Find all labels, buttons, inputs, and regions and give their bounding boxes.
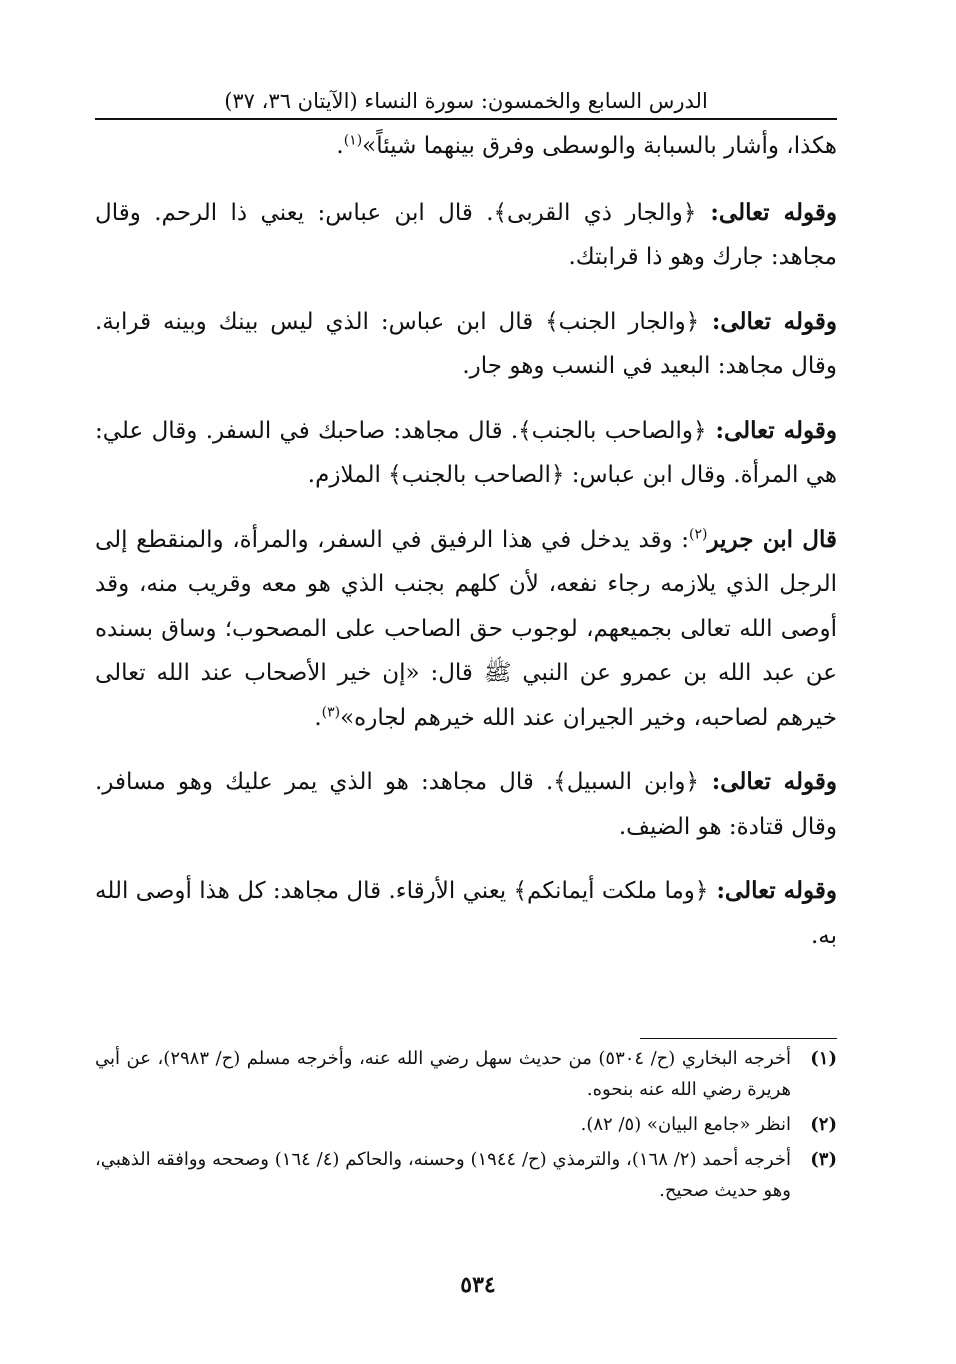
footnote-3 — [95, 1144, 837, 1206]
paragraph-continuation: هكذا، وأشار بالسبابة والوسطى وفرق بينهما شيئاً»$^{(١)}$. — [336, 132, 837, 159]
running-header: الدرس السابع والخمسون: سورة النساء (الآيتان ٣٦، ٣٧) — [224, 89, 708, 113]
main-text — [95, 124, 837, 978]
footnotes — [95, 1043, 837, 1210]
verse-intro-label: وقوله تعالى: — [696, 198, 837, 226]
footnote-text: انظر «جامع البيان» (٥/ ٨٢). — [580, 1114, 791, 1135]
header-divider — [95, 118, 837, 120]
paragraph-neighbor-stranger: وقوله تعالى: ﴿والجار الجنب﴾ قال ابن عباس: الذي ليس بينك وبينه قرابة. وقال مجاهد: البعيد في النسب وهو جار. — [95, 307, 838, 379]
footnote-1 — [95, 1043, 837, 1105]
footnote-divider — [640, 1038, 837, 1039]
footnote-ref-2[interactable]: (٢) — [688, 525, 708, 542]
paragraph-companion: وقوله تعالى: ﴿والصاحب بالجنب﴾. قال مجاهد: صاحبك في السفر. وقال علي: هي المرأة. وقال ابن عباس: ﴿الصاحب بالجنب﴾ الملازم. — [95, 416, 838, 488]
footnote-text: أخرجه البخاري (ح/ ٥٣٠٤) من حديث سهل رضي الله عنه، وأخرجه مسلم (ح/ ٢٩٨٣)، عن أبي هريرة رضي الله عنه بنحوه. — [95, 1048, 791, 1100]
verse-intro-label: وقوله تعالى: — [706, 416, 838, 444]
footnote-ref-1[interactable]: (١) — [343, 132, 363, 149]
footnote-number: (٣) — [810, 1149, 837, 1170]
paragraph-right-hands: وقوله تعالى: ﴿وما ملكت أيمانكم﴾ يعني الأرقاء. قال مجاهد: كل هذا أوصى الله به. — [95, 877, 837, 949]
footnote-2 — [95, 1109, 837, 1140]
footnote-ref-3[interactable]: (٣) — [321, 703, 341, 720]
paragraph-neighbor-relative: وقوله تعالى: ﴿والجار ذي القربى﴾. قال ابن عباس: يعني ذا الرحم. وقال مجاهد: جارك وهو ذا قرابتك. — [95, 198, 837, 270]
verse-intro-label: وقوله تعالى: — [708, 877, 837, 904]
paragraph-ibn-jarir: قال ابن جرير$^{(٢)}$: وقد يدخل في هذا الرفيق في السفر، والمرأة، والمنقطع إلى الرجل الذي يلازمه رجاء نفعه، لأن كلهم بجنب الذي هو معه وقريب منه، وقد أوصى الله تعالى بجميعهم، لوجوب حق الصاحب على المصحوب؛ وساق بسنده عن عبد الله بن عمرو عن النبي ﷺ قال: «إن خير الأصحاب عند الله تعالى خيرهم لصاحبه، وخير الجيران عند الله خيرهم لجاره»$^{(٣)}$. — [95, 525, 837, 731]
author-label: قال ابن جرير — [707, 525, 837, 553]
footnote-number: (١) — [810, 1048, 837, 1069]
verse-intro-label: وقوله تعالى: — [698, 768, 837, 795]
verse-intro-label: وقوله تعالى: — [699, 307, 838, 335]
paragraph-wayfarer: وقوله تعالى: ﴿وابن السبيل﴾. قال مجاهد: هو الذي يمر عليك وهو مسافر. وقال قتادة: هو الضيف. — [95, 768, 837, 840]
footnote-text: أخرجه أحمد (٢/ ١٦٨)، والترمذي (ح/ ١٩٤٤) وحسنه، والحاكم (٤/ ١٦٤) وصححه ووافقه الذهبي، وهو حديث صحيح. — [95, 1149, 791, 1201]
page-number: ٥٣٤ — [460, 1272, 496, 1298]
footnote-number: (٢) — [810, 1114, 837, 1135]
